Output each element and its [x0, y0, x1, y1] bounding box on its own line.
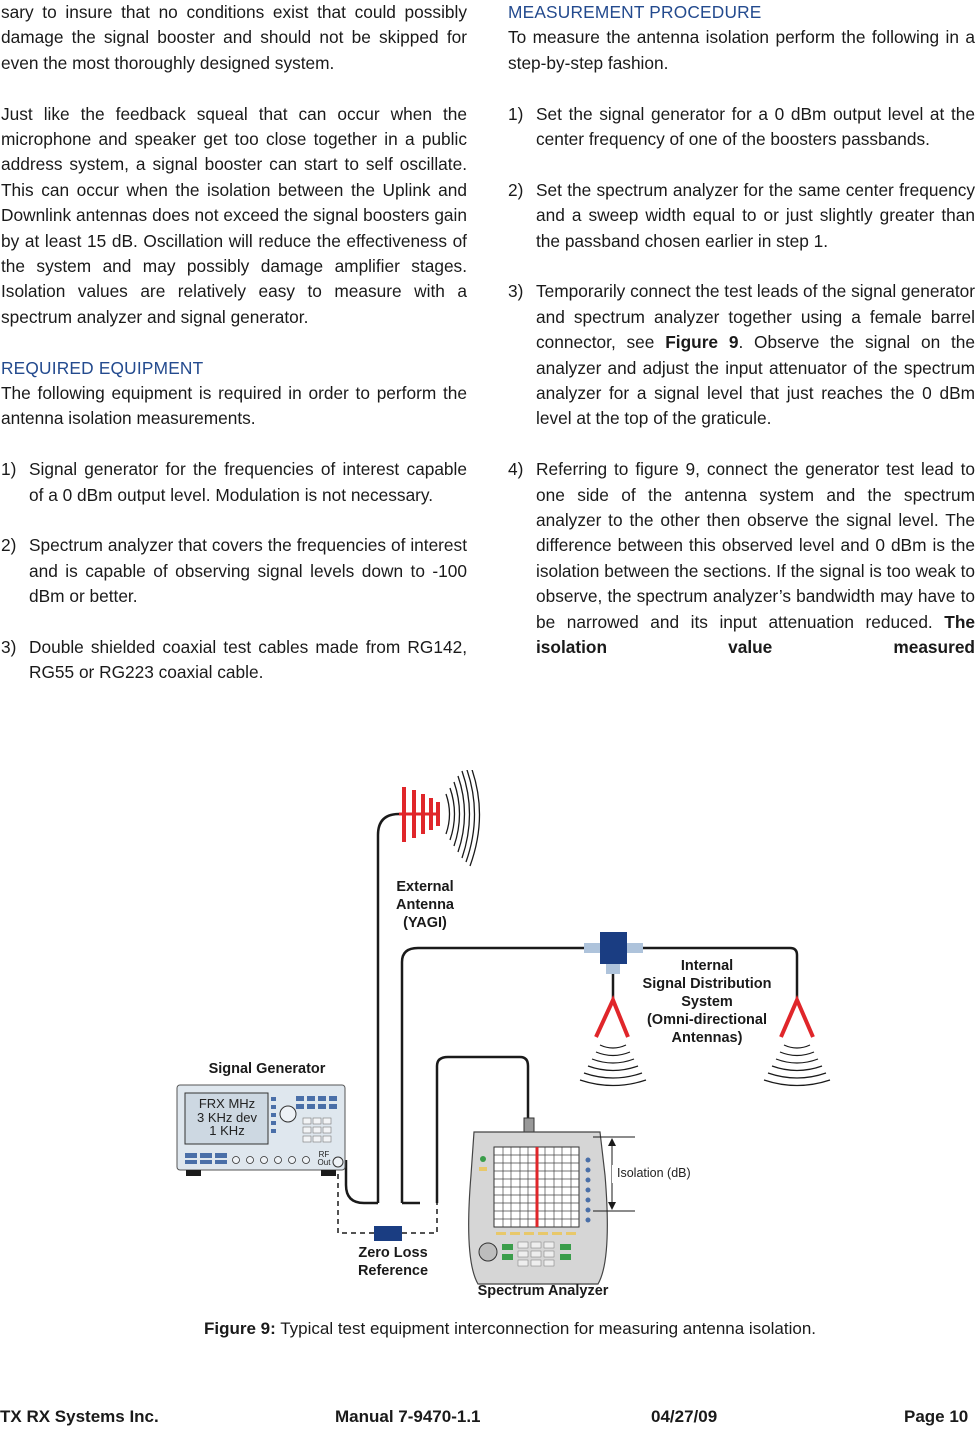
emphasis-text: The isolation value measured — [536, 611, 975, 658]
list-number: 2) — [508, 179, 524, 200]
list-number: 1) — [1, 459, 17, 480]
right-column — [508, 0, 975, 661]
zero-loss-reference-label: Zero Loss Reference — [357, 1245, 429, 1279]
list-number: 3) — [1, 637, 17, 658]
heading-measurement-procedure: MEASUREMENT PROCEDURE — [508, 2, 762, 22]
list-item — [508, 279, 975, 431]
footer-manual: Manual 7-9470-1.1 — [335, 1407, 481, 1426]
internal-system-label: Internal Signal Distribution System (Omni-directional Antennas) — [642, 958, 772, 1046]
cable-generator-out — [346, 1160, 378, 1203]
zero-loss-dashed-left — [338, 1165, 374, 1233]
interconnection-diagram — [0, 770, 975, 1330]
generator-display: FRX MHz 3 KHz dev 1 KHz — [197, 1096, 257, 1138]
list-number: 1) — [508, 103, 524, 124]
list-text: Double shielded coaxial test cables made from RG142, RG55 or RG223 coaxial cable. — [29, 637, 467, 683]
list-text: Spectrum analyzer that covers the frequencies of interest and is capable of observing signal levels down to -100 dBm or better. — [29, 535, 467, 607]
step-text: . Observe the signal on the analyzer and adjust the input attenuator of the spectrum analyzer for a signal level that just reaches the 0 dBm level at the top of the graticule. — [536, 332, 975, 429]
spectrum-analyzer-label: Spectrum Analyzer — [477, 1283, 609, 1299]
footer-date: 04/27/09 — [651, 1407, 718, 1426]
list-text — [536, 457, 975, 660]
list-item — [1, 533, 467, 609]
list-item — [1, 457, 467, 508]
left-column — [1, 0, 467, 686]
figure-caption — [0, 1318, 975, 1340]
list-number: 4) — [508, 459, 524, 480]
list-text: Set the spectrum analyzer for the same center frequency and a sweep width equal to or just slightly greater than the passband chosen earlier in step 1. — [536, 179, 975, 251]
list-text: Signal generator for the frequencies of interest capable of a 0 dBm output level. Modulation is not necessary. — [29, 459, 467, 505]
figure-reference: Figure 9 — [665, 332, 739, 353]
list-text — [536, 279, 975, 431]
list-number: 3) — [508, 281, 524, 302]
step-text: Referring to figure 9, connect the generator test lead to one side of the antenna system and the spectrum analyzer to the other then observe the signal level. The difference between this observed level and 0 dBm is the isolation between the sections. If the signal is too weak to observe, the spectrum analyzer’s bandwidth may have to be narrowed and its input attenuation reduced. — [536, 459, 975, 632]
list-item — [1, 635, 467, 686]
spectrum-analyzer-icon — [469, 1118, 608, 1284]
signal-generator-label: Signal Generator — [208, 1061, 326, 1077]
splitter-icon — [584, 932, 643, 1000]
footer-page-number: Page 10 — [904, 1407, 969, 1426]
list-text: Set the signal generator for a 0 dBm output level at the center frequency of one of the boosters passbands. — [536, 103, 975, 150]
rf-out-port-label: RF Out — [317, 1150, 331, 1167]
paragraph-oscillation: Just like the feedback squeal that can occur when the microphone and speaker get too close together in a public address system, a signal booster can start to self oscillate. This can occur when the isolation between the Uplink and Downlink antennas does not exceed the signal boosters gain by at least 15 dB. Oscillation will reduce the effectiveness of the system and may possibly damage amplifier stages. Isolation values are relatively easy to measure with a spectrum analyzer and signal generator. — [1, 103, 467, 327]
list-item — [508, 102, 975, 153]
list-item — [508, 457, 975, 660]
figure-9-diagram — [0, 770, 975, 1330]
list-item — [508, 178, 975, 254]
yagi-antenna-icon — [399, 770, 480, 866]
step-text: Temporarily connect the test leads of the signal generator and spectrum analyzer together using a female barrel connector, see — [536, 281, 975, 353]
measurement-intro: To measure the antenna isolation perform the following in a step-by-step fashion. — [508, 27, 975, 73]
caption-text: Typical test equipment interconnection for measuring antenna isolation. — [275, 1319, 817, 1338]
paragraph-continuation: sary to insure that no conditions exist that could possibly damage the signal booster and should not be skipped for even the most thoroughly designed system. — [1, 2, 467, 73]
list-number: 2) — [1, 535, 17, 556]
required-equipment-intro: The following equipment is required in order to perform the antenna isolation measurements. — [1, 383, 467, 429]
cable-external-antenna — [378, 814, 399, 1203]
caption-prefix: Figure 9: — [203, 1319, 276, 1338]
barrel-connector — [374, 1226, 402, 1241]
footer-company: TX RX Systems Inc. — [0, 1407, 159, 1426]
zero-loss-dashed-right — [402, 1203, 437, 1233]
isolation-label: Isolation (dB) — [617, 1166, 691, 1180]
external-antenna-label: External Antenna (YAGI) — [396, 879, 454, 931]
heading-required-equipment: REQUIRED EQUIPMENT — [1, 357, 204, 378]
